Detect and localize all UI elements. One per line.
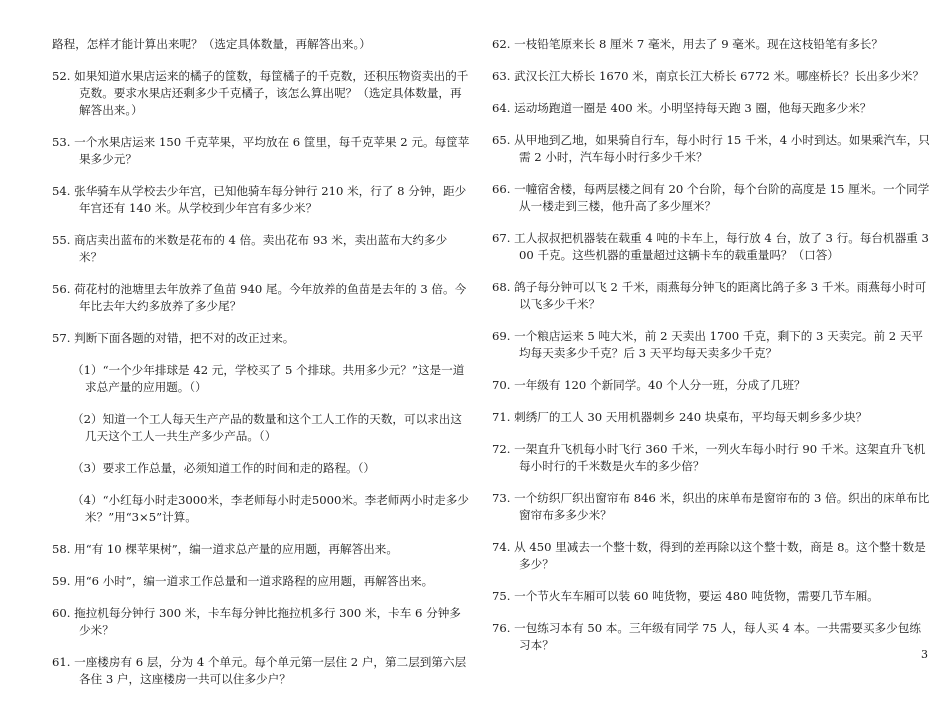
question: 65. 从甲地到乙地，如果骑自行车，每小时行 15 千米，4 小时到达。如果乘汽车，只需 2 小时，汽车每小时行多少千米？ xyxy=(492,133,930,164)
sub-question: （1）“一个少年排球是 42 元，学校买了 5 个排球。共用多少元？”这是一道求总产量的应用题。（） xyxy=(72,363,465,394)
right-column xyxy=(492,36,930,669)
question: 63. 武汉长江大桥长 1670 米，南京长江大桥长 6772 米。哪座桥长？长出多少米？ xyxy=(492,69,925,83)
question: 75. 一个节火车车厢可以装 60 吨货物，要运 480 吨货物，需要几节车厢。 xyxy=(492,589,879,603)
question: 61. 一座楼房有 6 层，分为 4 个单元。每个单元第一层住 2 户，第二层到第六层各住 3 户，这座楼房一共可以住多少户？ xyxy=(52,655,467,686)
question: 69. 一个粮店运来 5 吨大米，前 2 天卖出 1700 千克，剩下的 3 天卖完。前 2 天平均每天卖多少千克？后 3 天平均每天卖多少千克？ xyxy=(492,329,924,360)
question: 60. 拖拉机每分钟行 300 米，卡车每分钟比拖拉机多行 300 米，卡车 6 分钟多少米？ xyxy=(52,606,461,637)
question: 64. 运动场跑道一圈是 400 米。小明坚持每天跑 3 圈，他每天跑多少米？ xyxy=(492,101,872,115)
question: 59. 用“6 小时”，编一道求工作总量和一道求路程的应用题，再解答出来。 xyxy=(52,574,434,588)
question: 53. 一个水果店运来 150 千克苹果，平均放在 6 筐里，每千克苹果 2 元。每筐苹果多少元？ xyxy=(52,135,470,166)
question: 73. 一个纺织厂织出窗帘布 846 米，织出的床单布是窗帘布的 3 倍。织出的床单布比窗帘布多多少米？ xyxy=(492,491,930,522)
page-number: 3 xyxy=(921,648,928,661)
question: 62. 一枝铅笔原来长 8 厘米 7 毫米，用去了 9 毫米。现在这枝铅笔有多长？ xyxy=(492,37,883,51)
question: 66. 一幢宿舍楼，每两层楼之间有 20 个台阶，每个台阶的高度是 15 厘米。一个同学从一楼走到三楼，他升高了多少厘米？ xyxy=(492,182,930,213)
question: 57. 判断下面各题的对错，把不对的改正过来。 xyxy=(52,331,295,345)
question: 52. 如果知道水果店运来的橘子的筐数，每筐橘子的千克数，还积压物资卖出的千克数。要求水果店还剩多少千克橘子，该怎么算出呢？（选定具体数量，再解答出来。） xyxy=(52,69,469,117)
question: 56. 荷花村的池塘里去年放养了鱼苗 940 尾。今年放养的鱼苗是去年的 3 倍。今年比去年大约多放养了多少尾？ xyxy=(52,282,467,313)
question: 74. 从 450 里减去一个整十数，得到的差再除以这个整十数，商是 8。这个整十数是多少？ xyxy=(492,540,926,571)
question: 路程，怎样才能计算出来呢？（选定具体数量，再解答出来。） xyxy=(52,37,371,51)
question: 71. 刺绣厂的工人 30 天用机器刺乡 240 块桌布，平均每天刺乡多少块？ xyxy=(492,410,868,424)
sub-question: （3）要求工作总量，必须知道工作的时间和走的路程。（） xyxy=(72,461,376,475)
question: 68. 鸽子每分钟可以飞 2 千米，雨燕每分钟飞的距离比鸽子多 3 千米。雨燕每小时可以飞多少千米？ xyxy=(492,280,927,311)
question: 67. 工人叔叔把机器装在载重 4 吨的卡车上，每行放 4 台，放了 3 行。每台机器重 300 千克。这些机器的重量超过这辆卡车的载重量吗？（口答） xyxy=(492,231,929,262)
question: 72. 一架直升飞机每小时飞行 360 千米，一列火车每小时行 90 千米。这架直升飞机每小时行的千米数是火车的多少倍？ xyxy=(492,442,926,473)
question: 76. 一包练习本有 50 本。三年级有同学 75 人，每人买 4 本。一共需要买多少包练习本？ xyxy=(492,621,921,652)
sub-question: （2）知道一个工人每天生产产品的数量和这个工人工作的天数，可以求出这几天这个工人一共生产多少产品。（） xyxy=(72,412,462,443)
question: 58. 用“有 10 棵苹果树”，编一道求总产量的应用题，再解答出来。 xyxy=(52,542,398,556)
sub-question: （4）“小红每小时走3000米，李老师每小时走5000米。李老师两小时走多少米？”用“3×5”计算。 xyxy=(72,493,469,524)
question: 55. 商店卖出蓝布的米数是花布的 4 倍。卖出花布 93 米，卖出蓝布大约多少米？ xyxy=(52,233,448,264)
question: 70. 一年级有 120 个新同学。40 个人分一班，分成了几班？ xyxy=(492,378,806,392)
left-column xyxy=(52,36,470,703)
question: 54. 张华骑车从学校去少年宫，已知他骑车每分钟行 210 米，行了 8 分钟，距少年宫还有 140 米。从学校到少年宫有多少米？ xyxy=(52,184,467,215)
